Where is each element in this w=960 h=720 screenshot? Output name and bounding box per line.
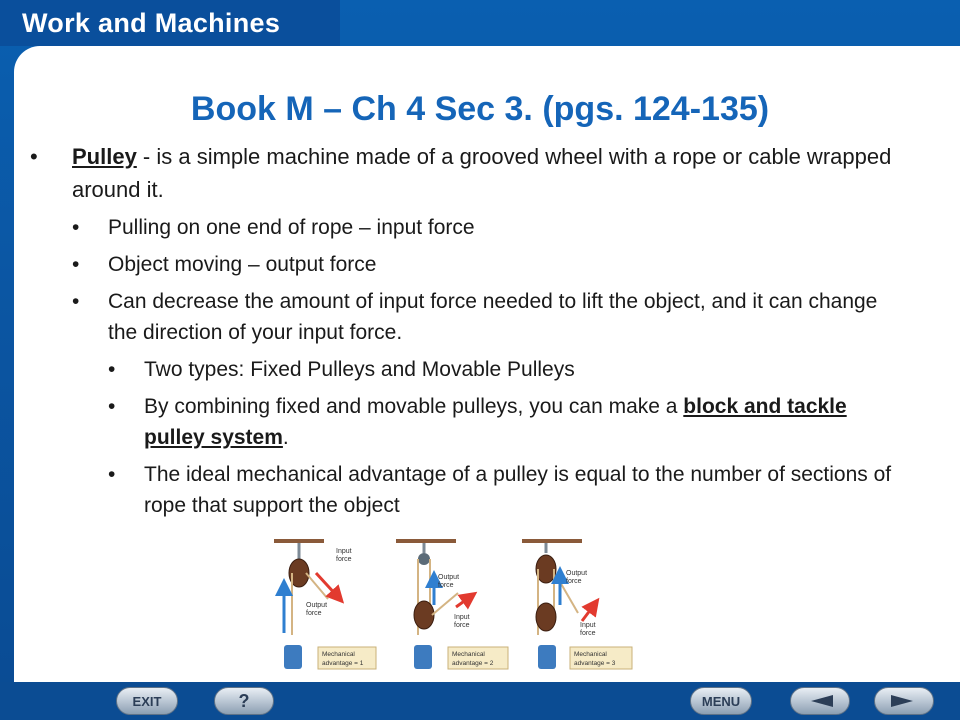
- sub-sub-bullet-text: By combining fixed and movable pulleys, you can make a: [144, 395, 684, 418]
- output-force-label: Output: [438, 574, 460, 581]
- sub-sub-bullet-block-tackle: [30, 391, 910, 453]
- input-force-label: force: [336, 556, 352, 563]
- load-weight: [538, 645, 556, 669]
- pulley-diagram: [266, 535, 642, 681]
- pulley-panel-1: [274, 539, 376, 669]
- help-icon: ?: [238, 690, 250, 711]
- exit-label: EXIT: [132, 693, 162, 709]
- pulley-panel-3: [522, 539, 632, 669]
- bullet-dot: •: [72, 216, 80, 239]
- sub-sub-bullet-period: .: [282, 426, 289, 449]
- input-force-label: force: [580, 630, 596, 637]
- bullet-dot: •: [72, 290, 80, 313]
- sub-sub-bullet-text: Two types: Fixed Pulleys and Movable Pulleys: [144, 358, 575, 381]
- term-pulley: Pulley: [72, 144, 137, 169]
- sub-bullet-output-force: [30, 249, 910, 280]
- bullet-dot: •: [108, 463, 116, 486]
- previous-button[interactable]: [790, 687, 850, 715]
- sub-sub-bullet-ima: [30, 459, 910, 521]
- sub-bullet-input-force: [30, 212, 910, 243]
- pulley-diagram-svg: [266, 535, 642, 681]
- help-button[interactable]: [214, 687, 274, 715]
- advantage-label: Mechanical: [322, 651, 355, 658]
- sub-sub-bullet-types: [30, 354, 910, 385]
- slide-content: [30, 140, 910, 527]
- ceiling-beam: [396, 539, 456, 543]
- bullet-dot: •: [72, 253, 80, 276]
- advantage-value: advantage = 1: [322, 660, 364, 667]
- input-force-label: force: [454, 622, 470, 629]
- advantage-label: Mechanical: [574, 651, 607, 658]
- slide-title: Book M – Ch 4 Sec 3. (pgs. 124-135): [190, 90, 770, 128]
- input-force-label: Input: [336, 548, 352, 555]
- bullet-dot: •: [108, 395, 116, 418]
- header-title: Work and Machines: [22, 8, 281, 38]
- arrow-left-icon: [805, 693, 835, 709]
- menu-button[interactable]: [690, 687, 752, 715]
- input-force-label: Input: [454, 614, 470, 621]
- menu-label: MENU: [701, 693, 741, 709]
- arrow-right-icon: [889, 693, 919, 709]
- sub-bullet-text: Can decrease the amount of input force needed to lift the object, and it can change the direction of your input force.: [108, 290, 878, 344]
- bullet-pulley: [30, 140, 910, 206]
- output-force-label: force: [306, 610, 322, 617]
- bullet-dot: •: [30, 144, 38, 169]
- exit-button[interactable]: [116, 687, 178, 715]
- input-force-label: Input: [580, 622, 596, 629]
- output-force-label: force: [566, 578, 582, 585]
- load-weight: [284, 645, 302, 669]
- term-block-and-tackle: block and tackle pulley system: [144, 395, 847, 449]
- sub-bullet-text: Pulling on one end of rope – input force: [108, 216, 475, 239]
- output-force-label: force: [438, 582, 454, 589]
- advantage-value: advantage = 3: [574, 660, 616, 667]
- pulley-definition: - is a simple machine made of a grooved wheel with a rope or cable wrapped around it.: [72, 144, 892, 202]
- header-bar: [0, 0, 340, 46]
- ceiling-beam: [522, 539, 582, 543]
- movable-pulley: [536, 603, 556, 631]
- sub-bullet-text: Object moving – output force: [108, 253, 377, 276]
- advantage-value: advantage = 2: [452, 660, 494, 667]
- output-force-label: Output: [566, 570, 588, 577]
- advantage-label: Mechanical: [452, 651, 485, 658]
- ceiling-beam: [274, 539, 324, 543]
- movable-pulley: [414, 601, 434, 629]
- sub-bullet-decrease-force: [30, 286, 910, 348]
- bullet-dot: •: [108, 358, 116, 381]
- sub-sub-bullet-text: The ideal mechanical advantage of a pulley is equal to the number of sections of rope that support the object: [144, 463, 892, 517]
- next-button[interactable]: [874, 687, 934, 715]
- fixed-pulley: [418, 553, 430, 565]
- pulley-panel-2: [396, 539, 508, 669]
- output-force-label: Output: [306, 602, 328, 609]
- load-weight: [414, 645, 432, 669]
